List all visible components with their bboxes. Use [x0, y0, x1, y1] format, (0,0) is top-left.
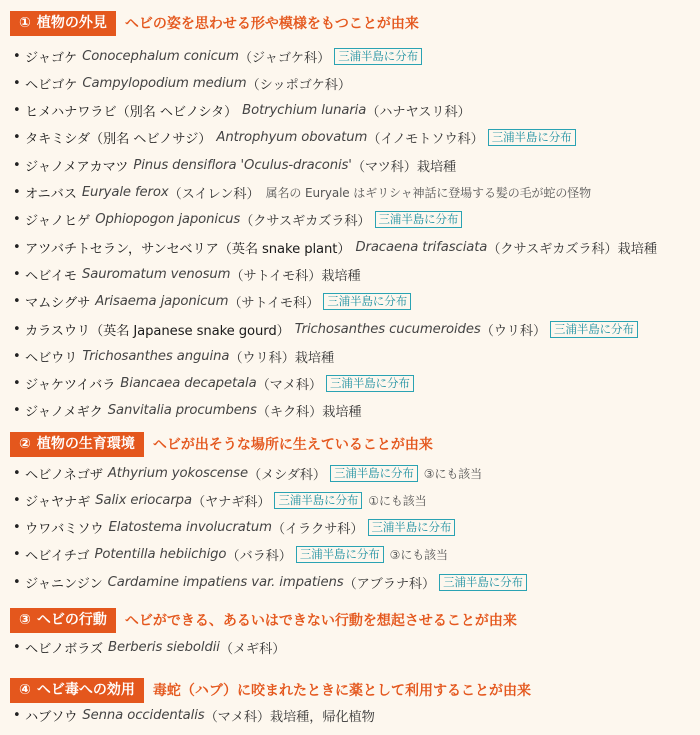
family-name: （ハナヤスリ科） [366, 105, 471, 121]
scientific-name: Pinus densiflora 'Oculus-draconis' [133, 157, 352, 173]
japanese-name: ヘビノネゴザ [25, 467, 103, 483]
family-name: （イノモトソウ科） [367, 132, 484, 148]
bullet-icon: • [13, 103, 21, 119]
section-description: ヘビが出そうな場所に生えていることが由来 [152, 437, 433, 453]
family-name: （サトイモ科）栽培種 [230, 268, 361, 284]
scientific-name: Trichosanthes anguina [82, 348, 230, 364]
bullet-icon: • [13, 294, 21, 310]
section-description: 毒蛇（ハブ）に咬まれたときに薬として利用することが由来 [152, 683, 531, 699]
bullet-icon: • [13, 157, 21, 173]
distribution-badge: 三浦半島に分布 [326, 375, 414, 392]
plant-item [13, 182, 591, 204]
japanese-name: カラスウリ（英名 Japanese snake gourd） [25, 323, 290, 339]
bullet-icon: • [13, 185, 21, 200]
item-note: ③にも該当 [423, 466, 483, 481]
section-number: ① [19, 14, 31, 31]
section-venom-remedy [0, 677, 700, 725]
bullet-icon: • [13, 465, 21, 481]
family-name: （クサスギカズラ科） [240, 214, 371, 230]
section-number: ③ [19, 611, 31, 628]
section-appearance [0, 10, 700, 421]
section-header [10, 677, 700, 703]
bullet-icon: • [13, 376, 21, 392]
japanese-name: ジャケツイバラ [25, 378, 116, 394]
distribution-badge: 三浦半島に分布 [274, 492, 362, 509]
scientific-name: Biancaea decapetala [120, 376, 257, 392]
japanese-name: タキミシダ（別名 ヘビノサジ） [25, 132, 212, 148]
family-name: （シッポゴケ科） [246, 77, 351, 93]
japanese-name: アツバチトセラン，サンセベリア（英名 snake plant） [25, 241, 351, 257]
plant-item [13, 345, 334, 367]
distribution-badge: 三浦半島に分布 [488, 129, 576, 146]
section-badge [10, 11, 116, 36]
japanese-name: ジャノメアカマツ [25, 159, 129, 175]
scientific-name: Berberis sieboldii [108, 639, 220, 655]
plant-item [13, 517, 455, 539]
scientific-name: Sanvitalia procumbens [107, 403, 257, 419]
bullet-icon: • [13, 547, 21, 563]
plant-item [13, 45, 422, 67]
scientific-name: Euryale ferox [81, 185, 169, 200]
japanese-name: ジャゴケ [25, 50, 78, 66]
scientific-name: Antrophyum obovatum [216, 130, 368, 146]
japanese-name: ヘビウリ [25, 350, 78, 366]
family-name: （マメ科） [256, 378, 323, 394]
japanese-name: ヘビゴケ [25, 77, 78, 93]
plant-item [13, 127, 576, 149]
distribution-badge: 三浦半島に分布 [550, 321, 638, 338]
scientific-name: Arisaema japonicum [95, 294, 229, 310]
section-header [10, 431, 700, 457]
section-description: ヘビの姿を思わせる形や模様をもつことが由来 [124, 16, 419, 32]
plant-item [13, 373, 414, 395]
family-name: （メギ科） [219, 641, 286, 657]
section-title: 植物の生育環境 [36, 435, 135, 452]
scientific-name: Dracaena trifasciata [355, 239, 488, 255]
scientific-name: Salix eriocarpa [95, 492, 192, 508]
japanese-name: ジャノヒゲ [25, 214, 91, 230]
plant-item [13, 544, 448, 566]
section-badge [10, 432, 144, 457]
distribution-badge: 三浦半島に分布 [375, 211, 463, 228]
section-title: ヘビの行動 [36, 611, 107, 628]
family-name: （イラクサ科） [271, 522, 364, 538]
scientific-name: Conocephalum conicum [82, 48, 239, 64]
plant-item [13, 100, 471, 122]
plant-item [13, 636, 285, 658]
section-title: ヘビ毒への効用 [36, 681, 135, 698]
scientific-name: Botrychium lunaria [242, 103, 367, 119]
item-note: 属名の Euryale はギリシャ神話に登場する髪の毛が蛇の怪物 [265, 186, 592, 200]
distribution-badge: 三浦半島に分布 [368, 519, 456, 536]
family-name: （サトイモ科） [228, 296, 320, 312]
distribution-badge: 三浦半島に分布 [439, 574, 527, 591]
family-name: （マツ科）栽培種 [351, 159, 457, 175]
plant-item [13, 704, 375, 726]
bullet-icon: • [13, 239, 21, 255]
bullet-icon: • [13, 639, 21, 655]
bullet-icon: • [13, 348, 21, 364]
distribution-badge: 三浦半島に分布 [334, 48, 422, 65]
bullet-icon: • [13, 321, 21, 337]
japanese-name: ジャヤナギ [25, 494, 91, 510]
family-name: （メシダ科） [247, 467, 326, 483]
plant-item [13, 154, 456, 176]
plant-item [13, 400, 362, 422]
scientific-name: Athyrium yokoscense [107, 465, 248, 481]
family-name: （ウリ科） [480, 323, 547, 339]
plant-item [13, 318, 638, 340]
bullet-icon: • [13, 75, 21, 91]
japanese-name: ヘビイモ [25, 268, 77, 284]
bullet-icon: • [13, 574, 21, 590]
japanese-name: ウワバミソウ [25, 522, 104, 538]
item-note: ①にも該当 [368, 493, 427, 508]
scientific-name: Campylopodium medium [82, 75, 247, 91]
scientific-name: Sauromatum venosum [81, 266, 231, 282]
scientific-name: Trichosanthes cucumeroides [294, 321, 481, 337]
bullet-icon: • [13, 520, 21, 536]
bullet-icon: • [13, 492, 21, 508]
section-number: ② [19, 435, 31, 452]
japanese-name: ヒメハナワラビ（別名 ヘビノシタ） [25, 105, 238, 121]
section-badge [10, 608, 116, 633]
plant-item [13, 291, 411, 313]
scientific-name: Ophiopogon japonicus [95, 212, 241, 228]
section-habitat [0, 431, 700, 592]
scientific-name: Elatostema involucratum [108, 520, 272, 536]
scientific-name: Cardamine impatiens var. impatiens [107, 574, 344, 590]
distribution-badge: 三浦半島に分布 [323, 293, 411, 310]
family-name: （マメ科）栽培種，帰化植物 [204, 709, 375, 725]
bullet-icon: • [13, 48, 21, 64]
bullet-icon: • [13, 403, 21, 419]
japanese-name: オニバス [25, 187, 77, 202]
family-name: （クサスギカズラ科）栽培種 [487, 241, 657, 257]
plant-item [13, 571, 527, 593]
section-behavior [0, 607, 700, 657]
family-name: （ヤナギ科） [191, 494, 271, 510]
plant-item [13, 263, 361, 285]
family-name: （ジャゴケ科） [238, 50, 331, 66]
family-name: （ウリ科）栽培種 [229, 350, 335, 366]
distribution-badge: 三浦半島に分布 [296, 546, 384, 563]
family-name: （キク科）栽培種 [256, 405, 362, 421]
japanese-name: ハブソウ [25, 709, 78, 725]
section-badge [10, 678, 144, 703]
plant-item [13, 236, 657, 258]
plant-item [13, 462, 482, 484]
plant-item [13, 489, 427, 511]
japanese-name: マムシグサ [25, 296, 91, 312]
family-name: （バラ科） [226, 549, 292, 565]
bullet-icon: • [13, 266, 21, 282]
family-name: （スイレン科） [168, 187, 260, 202]
section-description: ヘビができる、あるいはできない行動を想起させることが由来 [124, 613, 517, 629]
distribution-badge: 三浦半島に分布 [330, 465, 418, 482]
japanese-name: ジャノメギク [25, 405, 103, 421]
section-number: ④ [19, 681, 31, 698]
family-name: （アブラナ科） [343, 576, 436, 592]
japanese-name: ヘビノボラズ [25, 641, 103, 657]
japanese-name: ヘビイチゴ [25, 549, 90, 565]
bullet-icon: • [13, 130, 21, 146]
bullet-icon: • [13, 212, 21, 228]
section-title: 植物の外見 [36, 14, 107, 31]
scientific-name: Potentilla hebiichigo [94, 547, 227, 563]
bullet-icon: • [13, 707, 21, 723]
item-note: ③にも該当 [389, 548, 448, 563]
section-header [10, 607, 700, 633]
plant-item [13, 72, 351, 94]
japanese-name: ジャニンジン [25, 576, 103, 592]
plant-item [13, 209, 462, 231]
section-header [10, 10, 700, 36]
scientific-name: Senna occidentalis [82, 707, 205, 723]
